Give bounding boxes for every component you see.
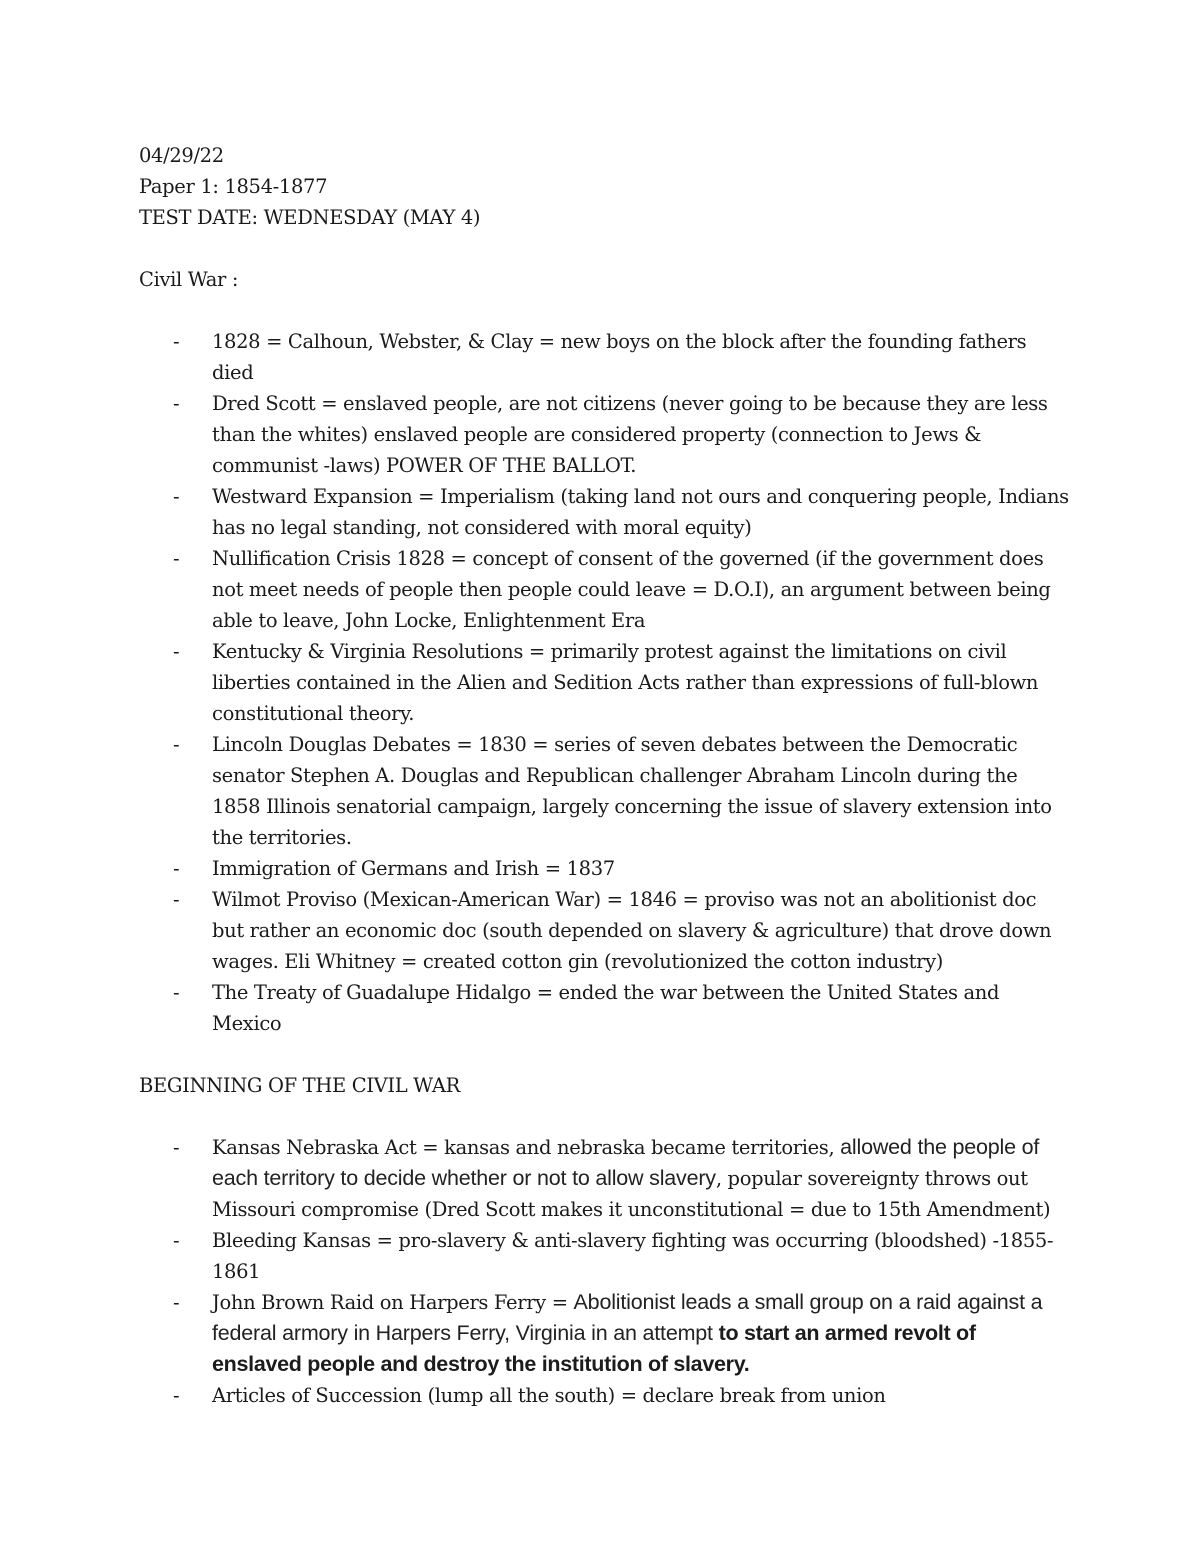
spacer	[139, 1101, 1069, 1132]
list-item: - Dred Scott = enslaved people, are not citizens (never going to be because they are less than the whites) enslaved people are considered property (connection to Jews & communist -laws) POWER OF THE BALLOT.	[139, 388, 1069, 481]
test-date: TEST DATE: WEDNESDAY (MAY 4)	[139, 206, 481, 229]
brown-text-bold: to start an armed revolt of enslaved people and destroy the institution of slavery.	[212, 1321, 976, 1376]
list-item-kansas-nebraska	[139, 1132, 1069, 1225]
brown-text-highlight: Abolitionist leads a small group on a raid against a federal armory in Harpers Ferry, Virginia in an attempt	[212, 1290, 1043, 1345]
spacer	[139, 1039, 1069, 1070]
document-page	[139, 140, 1069, 1411]
list-item: - The Treaty of Guadalupe Hidalgo = ended the war between the United States and Mexico	[139, 977, 1069, 1039]
section-heading-beginning: BEGINNING OF THE CIVIL WAR	[139, 1074, 460, 1097]
list-item-john-brown	[139, 1287, 1069, 1380]
note-date: 04/29/22	[139, 144, 224, 167]
list-item: - Nullification Crisis 1828 = concept of consent of the governed (if the government does not meet needs of people then people could leave = D.O.I), an argument between being able to leave, John Locke, Enlightenment Era	[139, 543, 1069, 636]
list-item: - Wilmot Proviso (Mexican-American War) = 1846 = proviso was not an abolitionist doc but rather an economic doc (south depended on slavery & agriculture) that drove down wages. Eli Whitney = created cotton gin (revolutionized the cotton industry)	[139, 884, 1069, 977]
kansas-text-a: Kansas Nebraska Act = kansas and nebraska became territories,	[212, 1136, 841, 1159]
section-heading-civil-war: Civil War :	[139, 268, 239, 291]
kansas-text-b: , popular sovereignty throws out Missouri compromise (Dred Scott makes it unconstitutional = due to 15th Amendment)	[212, 1167, 1051, 1221]
list-item: - Westward Expansion = Imperialism (taking land not ours and conquering people, Indians has no legal standing, not considered with moral equity)	[139, 481, 1069, 543]
civil-war-notes-list	[139, 326, 1069, 1039]
spacer	[139, 295, 1069, 326]
brown-text-a: John Brown Raid on Harpers Ferry =	[212, 1291, 574, 1314]
paper-title: Paper 1: 1854-1877	[139, 175, 328, 198]
list-item: - Lincoln Douglas Debates = 1830 = series of seven debates between the Democratic senator Stephen A. Douglas and Republican challenger Abraham Lincoln during the 1858 Illinois senatorial campaign, largely concerning the issue of slavery extension into the territories.	[139, 729, 1069, 853]
kansas-text-highlight: allowed the people of each territory to decide whether or not to allow slavery	[212, 1135, 1040, 1190]
spacer	[139, 233, 1069, 264]
beginning-notes-list	[139, 1132, 1069, 1411]
list-item: - Immigration of Germans and Irish = 1837	[139, 853, 1069, 884]
list-item: - Kentucky & Virginia Resolutions = primarily protest against the limitations on civil liberties contained in the Alien and Sedition Acts rather than expressions of full-blown constitutional theory.	[139, 636, 1069, 729]
list-item-bleeding-kansas: - Bleeding Kansas = pro-slavery & anti-slavery fighting was occurring (bloodshed) -1855-1861	[139, 1225, 1069, 1287]
list-item-articles: - Articles of Succession (lump all the south) = declare break from union	[139, 1380, 1069, 1411]
list-item: - 1828 = Calhoun, Webster, & Clay = new boys on the block after the founding fathers died	[139, 326, 1069, 388]
